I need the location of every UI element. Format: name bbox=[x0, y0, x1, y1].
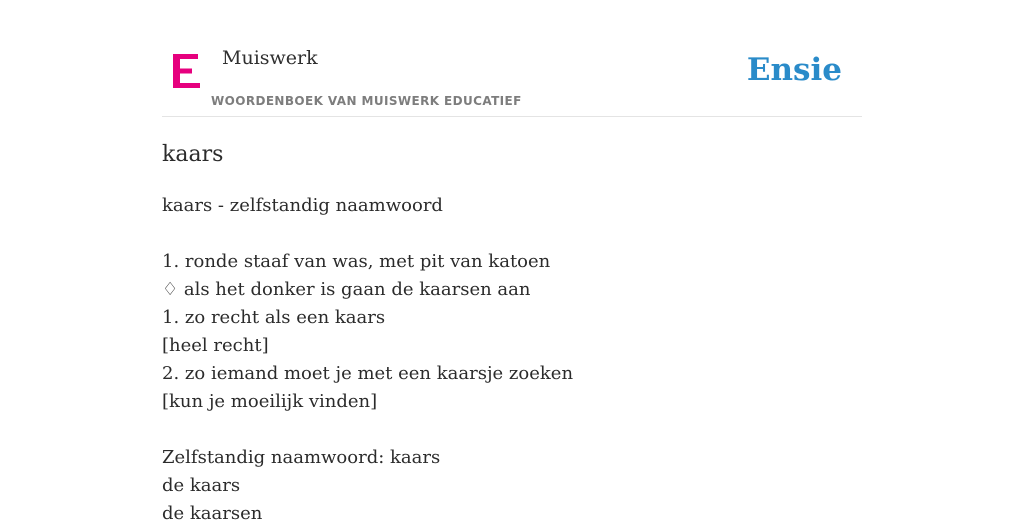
entry-line-expression-1-meaning: [heel recht] bbox=[162, 335, 269, 356]
entry-line-expression-2: 2. zo iemand moet je met een kaarsje zoeken bbox=[162, 363, 574, 384]
entry-line-blank bbox=[162, 220, 862, 248]
publisher-name[interactable]: Muiswerk bbox=[222, 47, 318, 69]
header bbox=[162, 0, 862, 117]
entry-line-part-of-speech: kaars - zelfstandig naamwoord bbox=[162, 195, 443, 216]
entry-line-expression-2-meaning: [kun je moeilijk vinden] bbox=[162, 391, 378, 412]
entry-line-meaning: 1. ronde staaf van was, met pit van katoen bbox=[162, 251, 551, 272]
publisher-subtitle: WOORDENBOEK VAN MUISWERK EDUCATIEF bbox=[211, 94, 522, 108]
entry-line-singular: de kaars bbox=[162, 475, 241, 496]
entry-line-example: ♢ als het donker is gaan de kaarsen aan bbox=[162, 279, 531, 300]
entry-line-noun-heading: Zelfstandig naamwoord: kaars bbox=[162, 447, 441, 468]
entry-line-expression-1: 1. zo recht als een kaars bbox=[162, 307, 386, 328]
entry-definition bbox=[162, 192, 862, 528]
entry-line-plural: de kaarsen bbox=[162, 503, 263, 524]
page-title: kaars bbox=[162, 142, 224, 167]
entry-line-blank bbox=[162, 416, 862, 444]
page bbox=[162, 0, 862, 524]
ensie-brand-link[interactable]: Ensie bbox=[746, 52, 842, 88]
muiswerk-logo-icon[interactable] bbox=[173, 54, 200, 88]
